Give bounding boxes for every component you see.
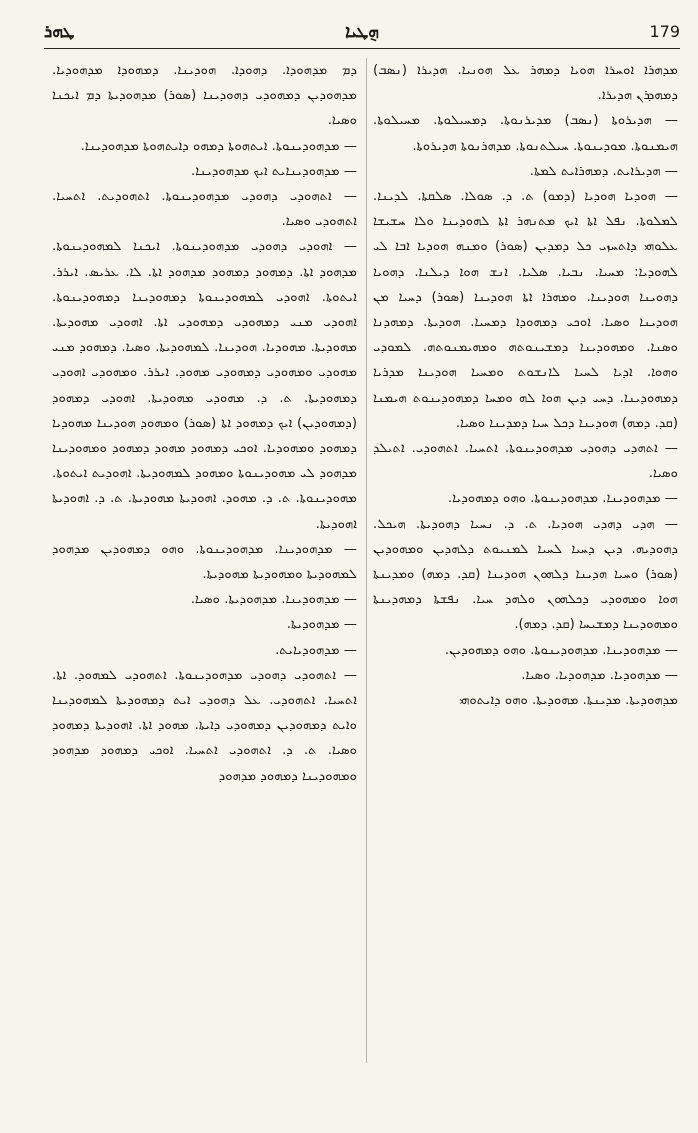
- left-column: [52, 58, 357, 789]
- dictionary-entry: — ܗܘܕܝܐ ܗܘܕܝܐ (ܕܡܘ) ܬ. ܕ. ܣܘܠܐ. ܣܠܩܬܐ. ܠܕܝܢܐ. ܠܡܠܘܬܐ. ܢܦܠ ܐܬܐ ܐܝܟ ܡܬܢܗܪ ܐܬܐ ܠܗܘܕܝܢܐ ܘܠܐ ܚܫܝܫܐ ܥܠܘܗܝ ܕܐܬܚܙܝ ܟܠ ܕܡܕܝܢ (ܣܘܪ) ܘܡܢܗ ܗܘܕܝܐ ܐܒܐ ܠܝ ܠܗܘܕܝܐ: ܡܚܝܐ. ܢܒܝܐ. ܣܠܝܐ. ܐܢܫ ܗܘܐ ܕܝܠܢܐ. ܕܗܘܝܐ ܕܗܘܝܢܐ ܗܘܕܝܢܐ. ܘܡܗܪܐ ܐܬܐ ܗܘܕܝܢܐ (ܣܘܪ) ܕܚܝܐ ܡܢ ܗܘܕܝܢܐ ܘܣܝܐ. ܐܘܟܝ ܕܡܗܘܕܐ ܕܡܚܝܐ. ܗܘܕܝܬܐ. ܕܡܗܕܢܐ ܘܣܢܐ. ܘܡܗܘܕܝܢܐ ܕܡܫܝܢܘܬܗ ܘܡܗܝܡܢܘܬܗ. ܠܡܘܕܝ ܘܗܘܐ. ܐܕܝܐ ܠܚܝܐ ܠܐܢܫܘܬ ܘܡܚܝܐ ܗܘܕܝܢܐ ܡܕܪܝܐ ܕܡܗܘܕܝܢܐ. ܕܚܝ ܕܝܢ ܗܘܐ ܠܗ ܘܡܚܐ ܕܡܗܘܕܝܢܘܬ ܗܝܡܢܐ (ܩܕ. ܕܡܗ) ܗܘܕܝܢܐ ܕܟܠ ܚܝܐ ܕܡܕܝܢܐ ܘܣܝܐ.: [373, 189, 678, 431]
- dictionary-entry: — ܡܕܗܘܕܝܐ. ܡܕܗܘܕܝܐ. ܘܣܝܐ.: [521, 667, 678, 683]
- dictionary-entry: — ܗܕܝ ܕܗܕܝ ܗܘܕܝܐ. ܬ. ܕ. ܢܚܝܐ ܕܗܘܕܝܬܐ. ܗܝܟܠ. ܕܗܘܕܝܗ. ܕܝܢ ܕܚܝܐ ܠܚܝܐ ܠܡܢܝܘܬ ܕܠܗܕܝܢ ܘܡܗܘܕܝܢ (ܣܘܪ) ܘܚܝܐ ܗܕܝܢܐ ܕܠܗܘܢ ܗܘܕܝܢܐ (ܩܕ. ܕܡܗ) ܘܡܕܝܢܬܐ ܗܘܐ ܘܡܗܘܕܝ ܕܟܠܗܘܢ ܘܠܗܕ ܚܝܐ. ܢܦܫܬܐ ܕܡܗܕܝܢܬܐ ܘܡܗܘܕܝܢܐ ܕܡܫܝܚܐ (ܩܕ. ܕܡܗ).: [373, 516, 678, 633]
- dictionary-entry: — ܡܕܗܘܕܝܬܐ.: [286, 617, 357, 633]
- dictionary-entry: — ܡܕܗܘܕܝܢܐܝܬ ܐܝܟ ܡܕܗܘܕܝܢܐ.: [191, 163, 357, 179]
- dictionary-entry: — ܡܕܗܘܕܝܢܐ. ܡܕܗܘܕܝܢܘܬܐ. ܘܗܘ ܕܡܗܘܕܝܢ ܡܕܗܘܕ ܠܡܗܘܕܝܬܐ ܘܡܗܘܕܝܬܐ ܡܗܘܕܝܬܐ.: [52, 541, 357, 583]
- page-number: 179: [649, 22, 680, 41]
- dictionary-entry: — ܡܕܗܘܕܝܢܘܬܐ. ܐܝܬܗܘܬܐ ܕܡܗܘ ܕܐܝܬܗܘܬܐ ܡܕܗܘܕܝܢܐ.: [80, 138, 357, 154]
- page-header: [44, 22, 680, 46]
- dictionary-entry: — ܗܕܝܪܐܝܬ. ܕܡܗܪܐܝܬ ܠܡܬܐ.: [529, 163, 678, 179]
- dictionary-entry: ܡܕܗܪܐ ܐܘܚܪܐ ܗܘܝܐ ܕܡܗܪ ܥܠ ܗܘܢܝܐ. ܗܕܝܪܐ (ܢܣܒ) ܕܡܗܕܪܢ ܗܕܝܪܐ.: [373, 63, 678, 104]
- dictionary-entry: — ܡܕܗܘܕܝܢܐ. ܡܕܗܘܕܝܬܐ. ܘܣܝܐ.: [190, 592, 357, 608]
- dictionary-entry: ܡܕܗܘܕܝܬܐ. ܡܕܝܢܬܐ. ܡܗܘܕܝܬܐ. ܘܗܘ ܕܐܝܬܘܗܝ: [459, 693, 678, 709]
- dictionary-entry: — ܐܬܗܘܕܝ ܕܗܘܕܝ ܡܕܗܘܕܝܢܘܬܐ. ܐܬܗܘܕܝܬ. ܐܬܚܝܐ. ܐܬܗܘܕܝ ܘܣܝܐ.: [52, 189, 357, 230]
- running-head-left: ܛܗܪ: [44, 22, 75, 42]
- dictionary-entry: — ܡܕܗܘܕܝܢܐ. ܡܕܗܘܕܝܢܘܬܐ. ܘܗܘ ܕܡܗܘܕܝܢ.: [444, 642, 678, 658]
- dictionary-entry: ܕܡ ܡܕܗܘܕܐ. ܕܗܘܕܐ. ܗܘܕܝܢܐ. ܕܡܗܘܕܐ ܡܕܗܘܕܝܐ. ܡܕܗܘܕܝܢ ܕܡܗܘܕܝ ܕܗܘܕܝܢܐ (ܣܘܪ) ܡܕܗܘܕܝܬܐ ܕܡ ܐܝܟܢܐ ܘܣܝܐ.: [52, 63, 357, 129]
- dictionary-entry: — ܡܕܗܘܕܝܐܝܬ.: [275, 642, 357, 658]
- running-head-center: ܗ݈ܛܝܐ: [345, 22, 379, 42]
- dictionary-entry: — ܗܕܝܪܘܬܐ (ܢܣܒ) ܡܕܝܪܢܘܬܐ. ܕܡܚܝܠܘܬܐ. ܡܚܝܠܘܬܐ. ܗܝܡܢܘܬܐ. ܡܘܕܝܢܘܬܐ. ܚܝܠܬܢܘܬܐ. ܡܕܗܪܢܘܬܐ ܗܕܝܪܘܬܐ.: [373, 113, 678, 154]
- dictionary-entry: — ܐܗܘܕܝ ܕܗܘܕܝ ܡܕܗܘܕܝܢܘܬܐ. ܐܝܟܢܐ ܠܡܗܘܕܝܢܘܬܐ. ܡܕܗܘܕ ܐܬܐ. ܕܡܗܘܕ ܕܡܗܘܕ ܡܕܗܘܕ ܐܬܐ. ܠܐ. ܥܪܝܣ. ܐܝܪܪ. ܐܝܬܘܬܐ. ܐܗܘܕܝ ܠܡܗܘܕܝܢܘܬܐ ܕܡܗܘܕܝܢܐ ܕܡܗܘܕܝܢܘܬܐ. ܐܗܘܕܝ ܡܢܝ ܕܡܗܘܕܝ ܕܡܗܘܕܝ ܐܬܐ. ܐܗܘܕܝ ܡܗܘܕܝܬܐ. ܡܗܘܕܝܬܐ. ܡܗܘܕܝܐ. ܗܘܕܝܢܐ. ܠܡܗܘܕܝܬܐ. ܘܣܝܐ. ܕܡܗܘܕ ܡܢܝ ܡܗܘܕܝ ܘܡܗܘܕܝ ܕܡܗܘܕܝ ܡܗܘܕ. ܐܝܪܪ. ܘܡܗܘܕܝ ܐܗܘܕܝ ܕܡܗܘܕܝܬܐ. ܬ. ܕ. ܡܗܘܕܝ ܡܗܘܕܝܬܐ. ܐܗܘܕܝ ܕܡܗܘܕ (ܕܡܗܘܕܝܢ) ܐܝܟ ܕܡܗܘܕ ܐܬܐ (ܣܘܪ) ܘܡܗܘܕ ܗܘܕܝܢܐ ܡܗܘܕܝܐ ܕܡܗܘܕ ܘܡܗܘܕܝܐ. ܐܘܟܝ ܕܡܗܘܕ ܡܗܘܕ ܕܡܗܘܕ ܘܡܗܘܕܝܢܐ ܡܕܗܘܕ ܠܝ ܡܗܘܕܝܢܘܬܐ ܘܡܗܘܕ ܠܡܗܘܕܝܬܐ. ܐܗܘܕܝܬ ܐܝܬܘܬܐ. ܡܗܘܕܝܢܘܬܐ. ܬ. ܕ. ܡܗܘܕ. ܐܗܘܕܝܬܐ ܡܗܘܕܝܬܐ. ܬ. ܕ. ܐܗܘܕܝܬܐ ܐܗܘܕܝܬܐ.: [52, 239, 357, 532]
- dictionary-entry: — ܡܕܗܘܕܝܢܐ. ܡܕܗܘܕܝܢܘܬܐ. ܘܗܘ ܕܡܗܘܕܝܐ.: [447, 491, 678, 507]
- column-divider: [366, 58, 367, 1063]
- dictionary-entry: — ܐܬܗܘܕܝ ܕܗܘܕܝ ܡܕܗܘܕܝܢܘܬܐ. ܐܬܗܘܕܝ ܠܡܗܘܕ. ܐܬܐ. ܐܬܚܝܐ. ܐܬܗܘܕܝ. ܥܠ ܕܗܘܕܝ ܐܝܬ ܕܡܗܘܕܝܬܐ ܠܡܗܘܕܝܢܐ ܘܐܝܬ ܕܡܗܘܕܝܢ ܕܡܗܘܕܝ ܕܐܝܬܐ. ܡܗܘܕ ܐܬܐ. ܐܗܘܕܝܬܐ ܕܡܗܘܕ ܘܣܝܐ. ܬ. ܕ. ܐܬܗܘܕܝ ܐܬܚܝܐ. ܐܘܟܝ ܕܡܗܘܕ ܡܕܗܘܕ ܘܡܗܘܕܝܢܐ ܕܡܗܘܕ ܡܕܗܘܕ: [52, 667, 357, 784]
- right-column: [373, 58, 678, 713]
- header-rule: [44, 48, 680, 49]
- dictionary-entry: — ܐܬܗܕܝ ܕܗܘܕܝ ܡܕܗܘܕܝܢܘܬܐ. ܐܬܚܝܐ. ܐܬܗܘܕܝ. ܐܬܝܠܕ ܘܣܝܐ.: [373, 441, 678, 482]
